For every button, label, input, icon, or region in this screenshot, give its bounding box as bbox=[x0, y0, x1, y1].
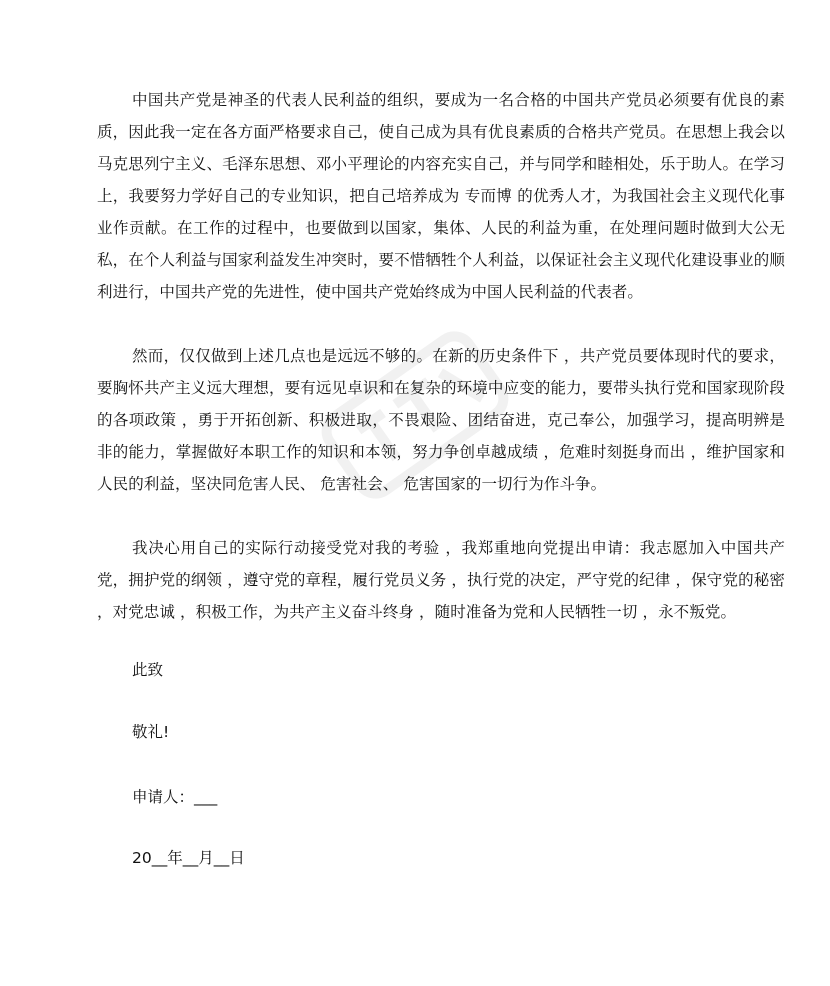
date-line: 20__年__月__日 bbox=[132, 849, 245, 867]
closing-phrase: 此致 bbox=[132, 661, 164, 679]
salutation: 敬礼! bbox=[132, 723, 170, 741]
body-paragraph-2: 然而，仅仅做到上述几点也是远远不够的。在新的历史条件下 ，共产党员要体现时代的要求，要胸怀共产主义远大理想，要有远见卓识和在复杂的环境中应变的能力，要带头执行党和国家现阶段的各项政策 ，勇于开拓创新、积极进取，不畏艰险、团结奋进，克己奉公，加强学习，提高明辨是非的能力，掌握做好本职工作的知识和本领，努力争创卓越成绩 ，危难时刻挺身而出 ，维护国家和人民的利益，坚决同危害人民、 危害社会、 危害国家的一切行为作斗争。 bbox=[97, 347, 785, 493]
body-paragraph-1: 中国共产党是神圣的代表人民利益的组织，要成为一名合格的中国共产党员必须要有优良的素质，因此我一定在各方面严格要求自己，使自己成为具有优良素质的合格共产党员。在思想上我会以马克思列宁主义、毛泽东思想、邓小平理论的内容充实自己，并与同学和睦相处，乐于助人。在学习上，我要努力学好自己的专业知识，把自己培养成为 专而博 的优秀人才，为我国社会主义现代化事业作贡献。在工作的过程中，也要做到以国家，集体、人民的利益为重，在处理问题时做到大公无私，在个人利益与国家利益发生冲突时，要不惜牺牲个人利益，以保证社会主义现代化建设事业的顺利进行，中国共产党的先进性，使中国共产党始终成为中国人民利益的代表者。 bbox=[97, 91, 785, 301]
body-paragraph-3: 我决心用自己的实际行动接受党对我的考验 ，我郑重地向党提出申请：我志愿加入中国共产党，拥护党的纲领 ，遵守党的章程，履行党员义务 ，执行党的决定，严守党的纪律 ，保守党的秘密 ，对党忠诚 ，积极工作，为共产主义奋斗终身 ，随时准备为党和人民牺牲一切 ，永不叛党。 bbox=[97, 539, 785, 621]
applicant-signature-line: 申请人：___ bbox=[132, 788, 218, 806]
